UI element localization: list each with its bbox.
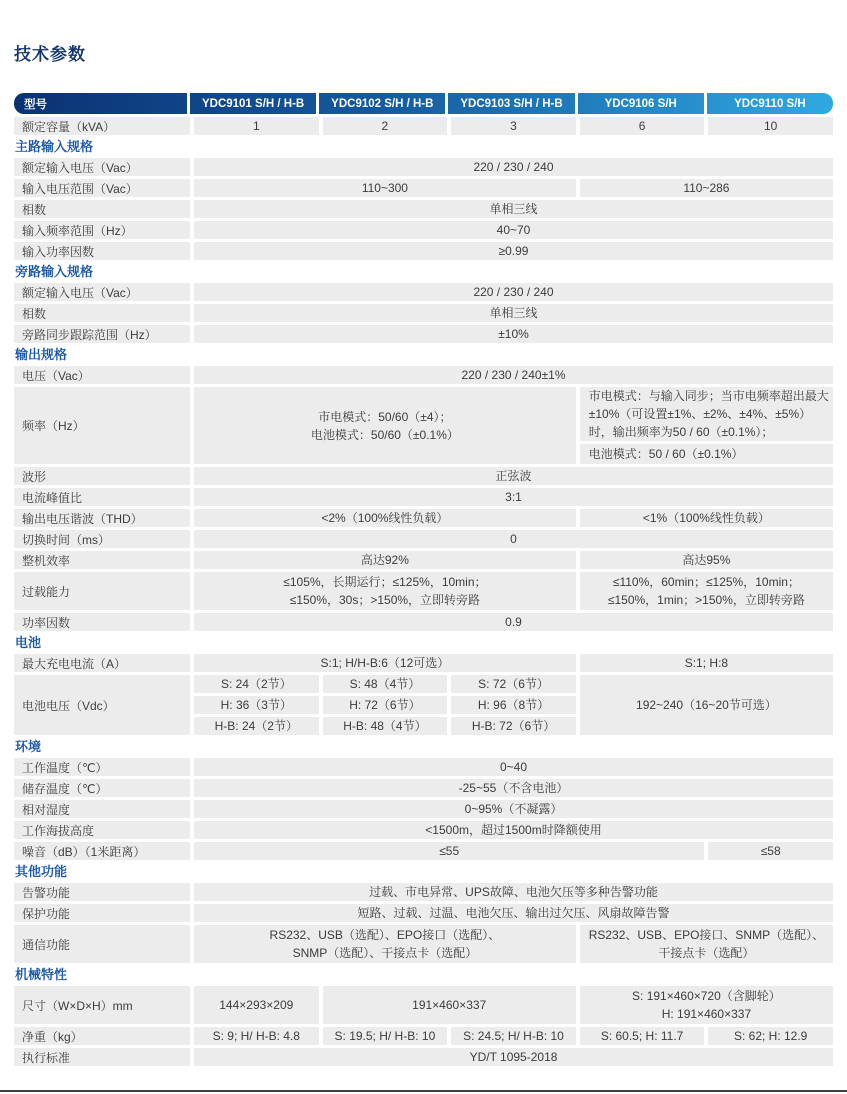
spec-row [14,117,833,135]
section-title: 其他功能 [15,864,68,879]
table-header-model-4: YDC9106 S/H [575,93,704,114]
section-title: 主路输入规格 [15,139,94,154]
spec-row-label: 保护功能 [14,904,190,922]
spec-row-label: 输入功率因数 [14,242,190,260]
spec-cell-stack [451,675,576,735]
spec-cell: S:1; H:8 [580,654,833,672]
table-header-model-3: YDC9103 S/H / H-B [445,93,574,114]
spec-row-label: 输入频率范围（Hz） [14,221,190,239]
spec-row [14,675,833,735]
spec-cell: S: 72（6节） [451,675,576,693]
table-header-model-label: 型号 [24,98,47,111]
spec-row-label: 工作温度（℃） [14,758,190,776]
spec-cell: 110~286 [580,179,833,197]
spec-cell: <2%（100%线性负载） [194,509,576,527]
spec-cell: 6 [580,117,705,135]
spec-cell: <1500m，超过1500m时降额使用 [194,821,833,839]
spec-cell: H: 72（6节） [323,696,448,714]
section-title: 旁路输入规格 [15,264,94,279]
spec-row-label: 净重（kg） [14,1027,190,1045]
spec-cell: 市电模式：与输入同步；当市电频率超出最大 ±10%（可设置±1%、±2%、±4%、±5%） 时，输出频率为50 / 60（±0.1%）； [580,387,833,441]
spec-row [14,1048,833,1066]
spec-row-label: 工作海拔高度 [14,821,190,839]
spec-cell: ≤55 [194,842,704,860]
spec-cell: 单相三线 [194,200,833,218]
spec-cell: ≥0.99 [194,242,833,260]
spec-row-label: 相数 [14,200,190,218]
spec-row-label: 输入电压范围（Vac） [14,179,190,197]
spec-cell: <1%（100%线性负载） [580,509,833,527]
spec-row [14,572,833,610]
spec-row [14,821,833,839]
spec-cell: 1 [194,117,319,135]
spec-cell: H-B: 72（6节） [451,717,576,735]
spec-row [14,467,833,485]
spec-row-label: 最大充电电流（A） [14,654,190,672]
spec-cell: S: 48（4节） [323,675,448,693]
spec-row-label: 尺寸（W×D×H）mm [14,986,190,1024]
spec-row [14,1027,833,1045]
table-header-model-5: YDC9110 S/H [704,93,833,114]
spec-cell: 144×293×209 [194,986,319,1024]
spec-cell: ≤105%，长期运行；≤125%，10min； ≤150%，30s；>150%，立即转旁路 [194,572,576,610]
spec-cell: 市电模式：50/60（±4）； 电池模式：50/60（±0.1%） [194,387,576,464]
spec-cell-stack [323,675,448,735]
spec-cell: S: 24.5; H/ H-B: 10 [451,1027,576,1045]
spec-cell: ≤110%，60min；≤125%，10min； ≤150%，1min；>150%，立即转旁路 [580,572,833,610]
spec-row [14,179,833,197]
spec-row [14,800,833,818]
page-title: 技术参数 [14,45,86,64]
spec-row [14,779,833,797]
spec-row-label: 额定输入电压（Vac） [14,158,190,176]
spec-row [14,304,833,322]
spec-row-label: 电池电压（Vdc） [14,675,190,735]
spec-cell: 191×460×337 [323,986,576,1024]
spec-row [14,325,833,343]
spec-cell: 电池模式：50 / 60（±0.1%） [580,444,833,464]
spec-row-label: 告警功能 [14,883,190,901]
table-header-model-1: YDC9101 S/H / H-B [187,93,316,114]
spec-row [14,530,833,548]
spec-cell: 2 [323,117,448,135]
spec-cell: YD/T 1095-2018 [194,1048,833,1066]
spec-cell: S:1; H/H-B:6（12可选） [194,654,576,672]
spec-row-label: 切换时间（ms） [14,530,190,548]
spec-row [14,925,833,963]
spec-row-label: 整机效率 [14,551,190,569]
spec-row [14,509,833,527]
spec-row-label: 额定输入电压（Vac） [14,283,190,301]
spec-row [14,883,833,901]
spec-row-label: 电流峰值比 [14,488,190,506]
spec-cell: 过载、市电异常、UPS故障、电池欠压等多种告警功能 [194,883,833,901]
spec-cell: 220 / 230 / 240 [194,283,833,301]
spec-row [14,387,833,464]
spec-row [14,158,833,176]
spec-cell: H: 36（3节） [194,696,319,714]
table-header-row [14,93,833,114]
spec-row-label: 电压（Vac） [14,366,190,384]
spec-cell: RS232、USB（选配）、EPO接口（选配）、 SNMP（选配）、干接点卡（选配） [194,925,576,963]
page-bottom-rule [0,1090,847,1092]
spec-row-label: 相对湿度 [14,800,190,818]
spec-row [14,904,833,922]
spec-table-body [14,117,833,1066]
spec-cell: 110~300 [194,179,576,197]
spec-cell: S: 19.5; H/ H-B: 10 [323,1027,448,1045]
spec-cell-stack [580,387,833,464]
spec-cell: ±10% [194,325,833,343]
spec-row [14,842,833,860]
spec-cell: 正弦波 [194,467,833,485]
spec-row [14,283,833,301]
section-title: 电池 [15,635,42,650]
spec-cell: 3:1 [194,488,833,506]
spec-cell: -25~55（不含电池） [194,779,833,797]
spec-cell: 40~70 [194,221,833,239]
spec-row [14,986,833,1024]
spec-cell: S: 191×460×720（含脚轮） H: 191×460×337 [580,986,833,1024]
spec-row [14,758,833,776]
spec-cell: 3 [451,117,576,135]
spec-row [14,200,833,218]
spec-cell: RS232、USB、EPO接口、SNMP（选配）、 干接点卡（选配） [580,925,833,963]
spec-row [14,613,833,631]
spec-row-label: 储存温度（℃） [14,779,190,797]
spec-cell-stack [194,675,319,735]
spec-row-label: 频率（Hz） [14,387,190,464]
spec-row-label: 输出电压谐波（THD） [14,509,190,527]
spec-cell: 高达92% [194,551,576,569]
spec-row-label: 额定容量（kVA） [14,117,190,135]
spec-cell: 0 [194,530,833,548]
spec-row-label: 旁路同步跟踪范围（Hz） [14,325,190,343]
spec-cell: S: 24（2节） [194,675,319,693]
spec-row-label: 噪音（dB）（1米距离） [14,842,190,860]
spec-row-label: 相数 [14,304,190,322]
spec-cell: S: 60.5; H: 11.7 [580,1027,705,1045]
spec-row [14,221,833,239]
spec-cell: 192~240（16~20节可选） [580,675,833,735]
spec-cell: H-B: 24（2节） [194,717,319,735]
spec-cell: S: 9; H/ H-B: 4.8 [194,1027,319,1045]
spec-cell: S: 62; H: 12.9 [708,1027,833,1045]
spec-cell: 高达95% [580,551,833,569]
spec-row-label: 过载能力 [14,572,190,610]
spec-cell: 单相三线 [194,304,833,322]
spec-cell: 220 / 230 / 240±1% [194,366,833,384]
spec-row-label: 通信功能 [14,925,190,963]
spec-cell: 短路、过载、过温、电池欠压、输出过欠压、风扇故障告警 [194,904,833,922]
spec-row [14,551,833,569]
spec-cell: 0.9 [194,613,833,631]
spec-cell: H: 96（8节） [451,696,576,714]
spec-row-label: 执行标准 [14,1048,190,1066]
spec-row-label: 波形 [14,467,190,485]
table-header-model-2: YDC9102 S/H / H-B [316,93,445,114]
section-title: 环境 [15,739,42,754]
spec-cell: 10 [708,117,833,135]
spec-cell: 0~40 [194,758,833,776]
spec-cell: 0~95%（不凝露） [194,800,833,818]
section-title: 机械特性 [15,967,68,982]
spec-cell: 220 / 230 / 240 [194,158,833,176]
section-title: 输出规格 [15,347,68,362]
spec-row-label: 功率因数 [14,613,190,631]
spec-cell: ≤58 [708,842,833,860]
spec-row [14,654,833,672]
spec-row [14,242,833,260]
spec-row [14,488,833,506]
spec-row [14,366,833,384]
spec-cell: H-B: 48（4节） [323,717,448,735]
